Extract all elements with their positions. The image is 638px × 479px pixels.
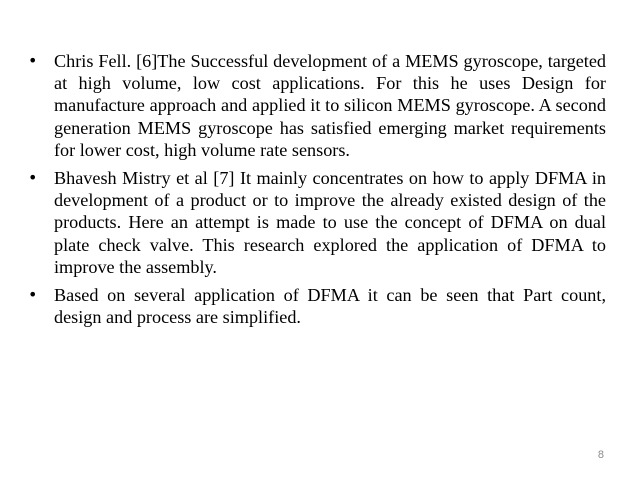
bullet-icon: • (28, 168, 38, 188)
bullet-item-chris-fell (28, 50, 606, 161)
bullet-text: Chris Fell. [6]The Successful development of a MEMS gyroscope, targeted at high volume, low cost applications. For this he uses Design for manufacture approach and applied it to silicon MEMS gyroscope. A second generation MEMS gyroscope has satisfied emerging market requirements for lower cost, high volume rate sensors. (54, 51, 606, 160)
bullet-text: Based on several application of DFMA it can be seen that Part count, design and process are simplified. (54, 285, 606, 328)
bullet-list (28, 50, 606, 334)
bullet-icon: • (28, 285, 38, 305)
bullet-icon: • (28, 51, 38, 70)
bullet-text: Bhavesh Mistry et al [7] It mainly concentrates on how to apply DFMA in development of a product or to improve the already existed design of the products. Here an attempt is made to use the concept of DFMA on dual plate check valve. This research explored the application of DFMA to improve the assembly. (54, 168, 606, 277)
bullet-item-dfma-summary (28, 284, 606, 328)
bullet-item-bhavesh-mistry (28, 167, 606, 278)
page-number: 8 (597, 449, 604, 461)
